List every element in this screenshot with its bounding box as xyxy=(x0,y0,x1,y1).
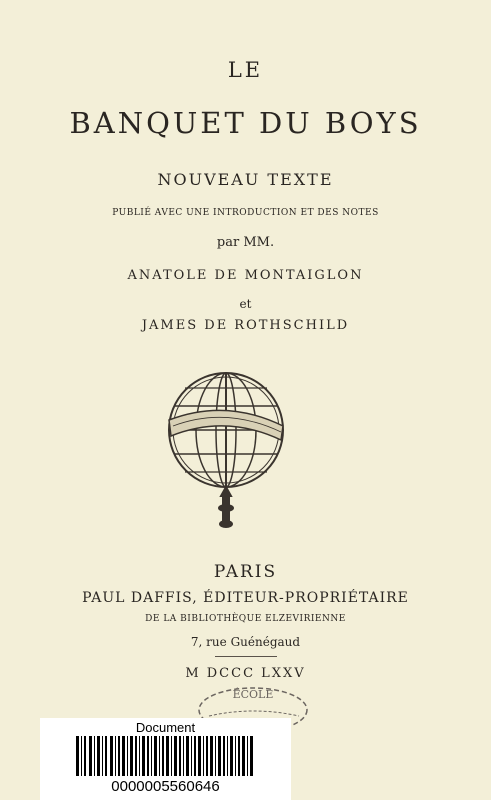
divider-rule xyxy=(215,656,277,657)
barcode-icon xyxy=(76,736,256,776)
imprint-address: 7, rue Guénégaud xyxy=(190,635,301,649)
subtitle: NOUVEAU TEXTE xyxy=(157,170,334,189)
barcode-number: 0000005560646 xyxy=(111,778,220,795)
imprint-publisher: PAUL DAFFIS, ÉDITEUR-PROPRIÉTAIRE xyxy=(82,590,409,606)
document-label xyxy=(40,718,291,800)
author-1: ANATOLE DE MONTAIGLON xyxy=(127,268,364,283)
imprint-city: PARIS xyxy=(213,562,278,582)
title-article: LE xyxy=(227,58,264,82)
conjunction: et xyxy=(239,297,252,311)
by-line: par MM. xyxy=(216,235,275,250)
armillary-sphere-icon xyxy=(163,368,289,530)
author-2: JAMES DE ROTHSCHILD xyxy=(141,318,350,333)
imprint-library: DE LA BIBLIOTHÈQUE ELZEVIRIENNE xyxy=(145,614,346,624)
svg-text:ÉCOLE: ÉCOLE xyxy=(232,688,274,701)
label-title: Document xyxy=(135,720,196,735)
published-line: PUBLIÉ AVEC UNE INTRODUCTION ET DES NOTES xyxy=(112,208,379,218)
main-title: BANQUET DU BOYS xyxy=(69,106,422,140)
imprint-year: M DCCC LXXV xyxy=(185,666,306,681)
